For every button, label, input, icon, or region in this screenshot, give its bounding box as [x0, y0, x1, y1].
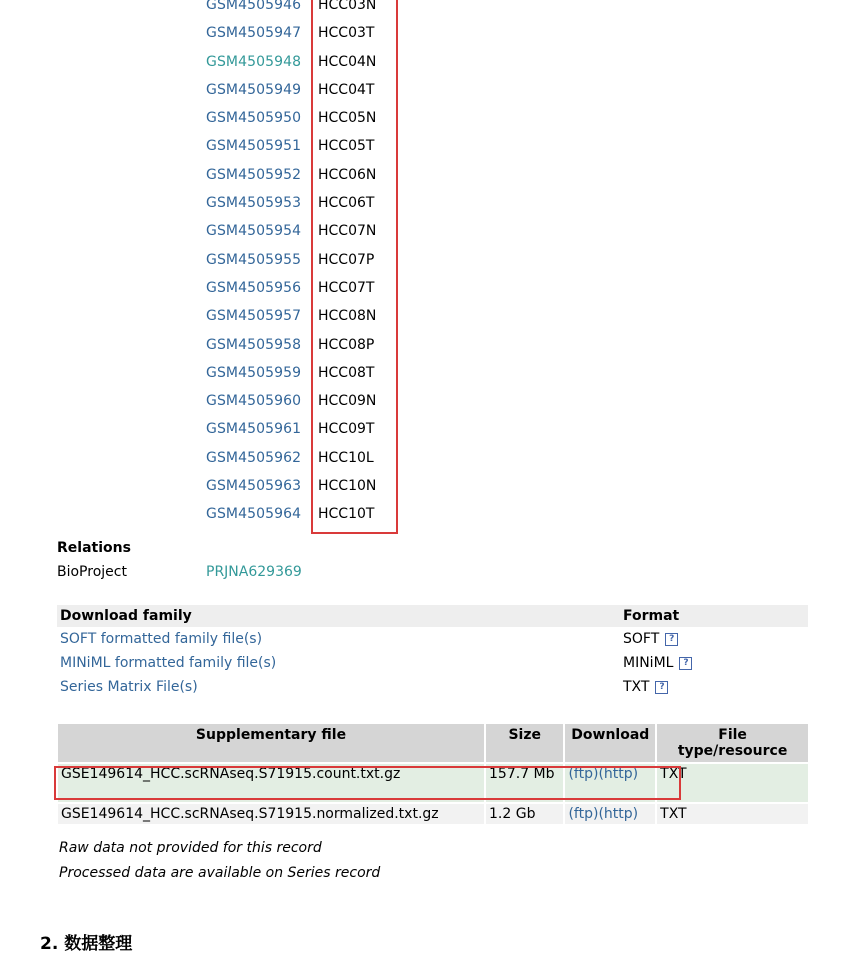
format-cell — [620, 655, 692, 671]
supplementary-file-header: Supplementary file — [58, 724, 484, 762]
file-name: GSE149614_HCC.scRNAseq.S71915.normalized.txt.gz — [58, 804, 484, 824]
file-type: TXT — [657, 764, 808, 802]
download-family-table — [57, 605, 808, 699]
file-size: 157.7 Mb — [486, 764, 563, 802]
supplementary-header-row — [58, 724, 808, 762]
sample-id-link[interactable]: GSM4505954 — [206, 223, 302, 240]
sample-title: HCC10L — [318, 449, 374, 466]
sample-title: HCC06N — [318, 166, 377, 183]
format-label: MINiML — [623, 655, 674, 671]
sample-id-link[interactable]: GSM4505955 — [206, 251, 302, 268]
sample-id-link[interactable]: GSM4505946 — [206, 0, 302, 13]
bioproject-link[interactable]: PRJNA629369 — [206, 564, 302, 580]
sample-title: HCC04N — [318, 53, 377, 70]
sample-title: HCC09N — [318, 393, 377, 410]
sample-title: HCC04T — [318, 81, 375, 98]
processed-data-note: Processed data are available on Series record — [59, 865, 381, 881]
sample-id-link[interactable]: GSM4505964 — [206, 506, 302, 523]
format-header-label: Format — [623, 608, 680, 624]
sample-id-link[interactable]: GSM4505962 — [206, 449, 302, 466]
supplementary-row — [58, 804, 808, 824]
sample-id-link[interactable]: GSM4505956 — [206, 279, 302, 296]
format-cell — [620, 679, 668, 695]
download-family-row — [57, 627, 808, 651]
download-family-header — [57, 605, 808, 627]
ftp-link[interactable]: (ftp) — [568, 766, 599, 782]
sample-title: HCC10N — [318, 478, 377, 495]
sample-title: HCC08T — [318, 364, 375, 381]
file-type: TXT — [657, 804, 808, 824]
file-size: 1.2 Gb — [486, 804, 563, 824]
sample-id-link[interactable]: GSM4505961 — [206, 421, 302, 438]
download-family-row — [57, 675, 808, 699]
help-icon[interactable]: ? — [665, 633, 678, 646]
sample-id-link[interactable]: GSM4505957 — [206, 308, 302, 325]
sample-title: HCC09T — [318, 421, 375, 438]
download-cell — [565, 804, 655, 824]
supplementary-files-table — [56, 722, 810, 826]
format-label: SOFT — [623, 631, 660, 647]
sample-id-link[interactable]: GSM4505950 — [206, 110, 302, 127]
file-name: GSE149614_HCC.scRNAseq.S71915.count.txt.gz — [58, 764, 484, 802]
sample-id-link[interactable]: GSM4505948 — [206, 53, 302, 70]
format-label: TXT — [623, 679, 650, 695]
relations-heading: Relations — [57, 540, 131, 556]
sample-id-link[interactable]: GSM4505949 — [206, 81, 302, 98]
sample-title: HCC08N — [318, 308, 377, 325]
download-header: Download — [565, 724, 655, 762]
raw-data-note: Raw data not provided for this record — [59, 840, 322, 856]
sample-title: HCC07P — [318, 251, 375, 268]
sample-title: HCC07T — [318, 279, 375, 296]
sample-title: HCC05T — [318, 138, 375, 155]
sample-id-link[interactable]: GSM4505951 — [206, 138, 302, 155]
sample-id-link[interactable]: GSM4505960 — [206, 393, 302, 410]
download-family-header-label: Download family — [60, 608, 192, 624]
sample-id-link[interactable]: GSM4505959 — [206, 364, 302, 381]
soft-family-link[interactable]: SOFT formatted family file(s) — [60, 631, 263, 647]
help-icon[interactable]: ? — [655, 681, 668, 694]
ftp-link[interactable]: (ftp) — [568, 806, 599, 822]
sample-title: HCC05N — [318, 110, 377, 127]
sample-id-link[interactable]: GSM4505958 — [206, 336, 302, 353]
supplementary-row — [58, 764, 808, 802]
format-cell — [620, 631, 678, 647]
file-type-header: File type/resource — [657, 724, 808, 762]
sample-id-link[interactable]: GSM4505947 — [206, 25, 302, 42]
sample-id-link[interactable]: GSM4505952 — [206, 166, 302, 183]
section-heading: 2. 数据整理 — [40, 934, 133, 954]
miniml-family-link[interactable]: MINiML formatted family file(s) — [60, 655, 277, 671]
sample-title: HCC03N — [318, 0, 377, 13]
relations-label: BioProject — [57, 564, 127, 580]
sample-title: HCC08P — [318, 336, 375, 353]
sample-title: HCC03T — [318, 25, 375, 42]
sample-title: HCC10T — [318, 506, 375, 523]
sample-title: HCC06T — [318, 195, 375, 212]
http-link[interactable]: (http) — [598, 806, 639, 822]
download-cell — [565, 764, 655, 802]
help-icon[interactable]: ? — [679, 657, 692, 670]
download-family-row — [57, 651, 808, 675]
size-header: Size — [486, 724, 563, 762]
sample-title: HCC07N — [318, 223, 377, 240]
series-matrix-link[interactable]: Series Matrix File(s) — [60, 679, 198, 695]
sample-id-link[interactable]: GSM4505953 — [206, 195, 302, 212]
http-link[interactable]: (http) — [598, 766, 639, 782]
sample-id-link[interactable]: GSM4505963 — [206, 478, 302, 495]
